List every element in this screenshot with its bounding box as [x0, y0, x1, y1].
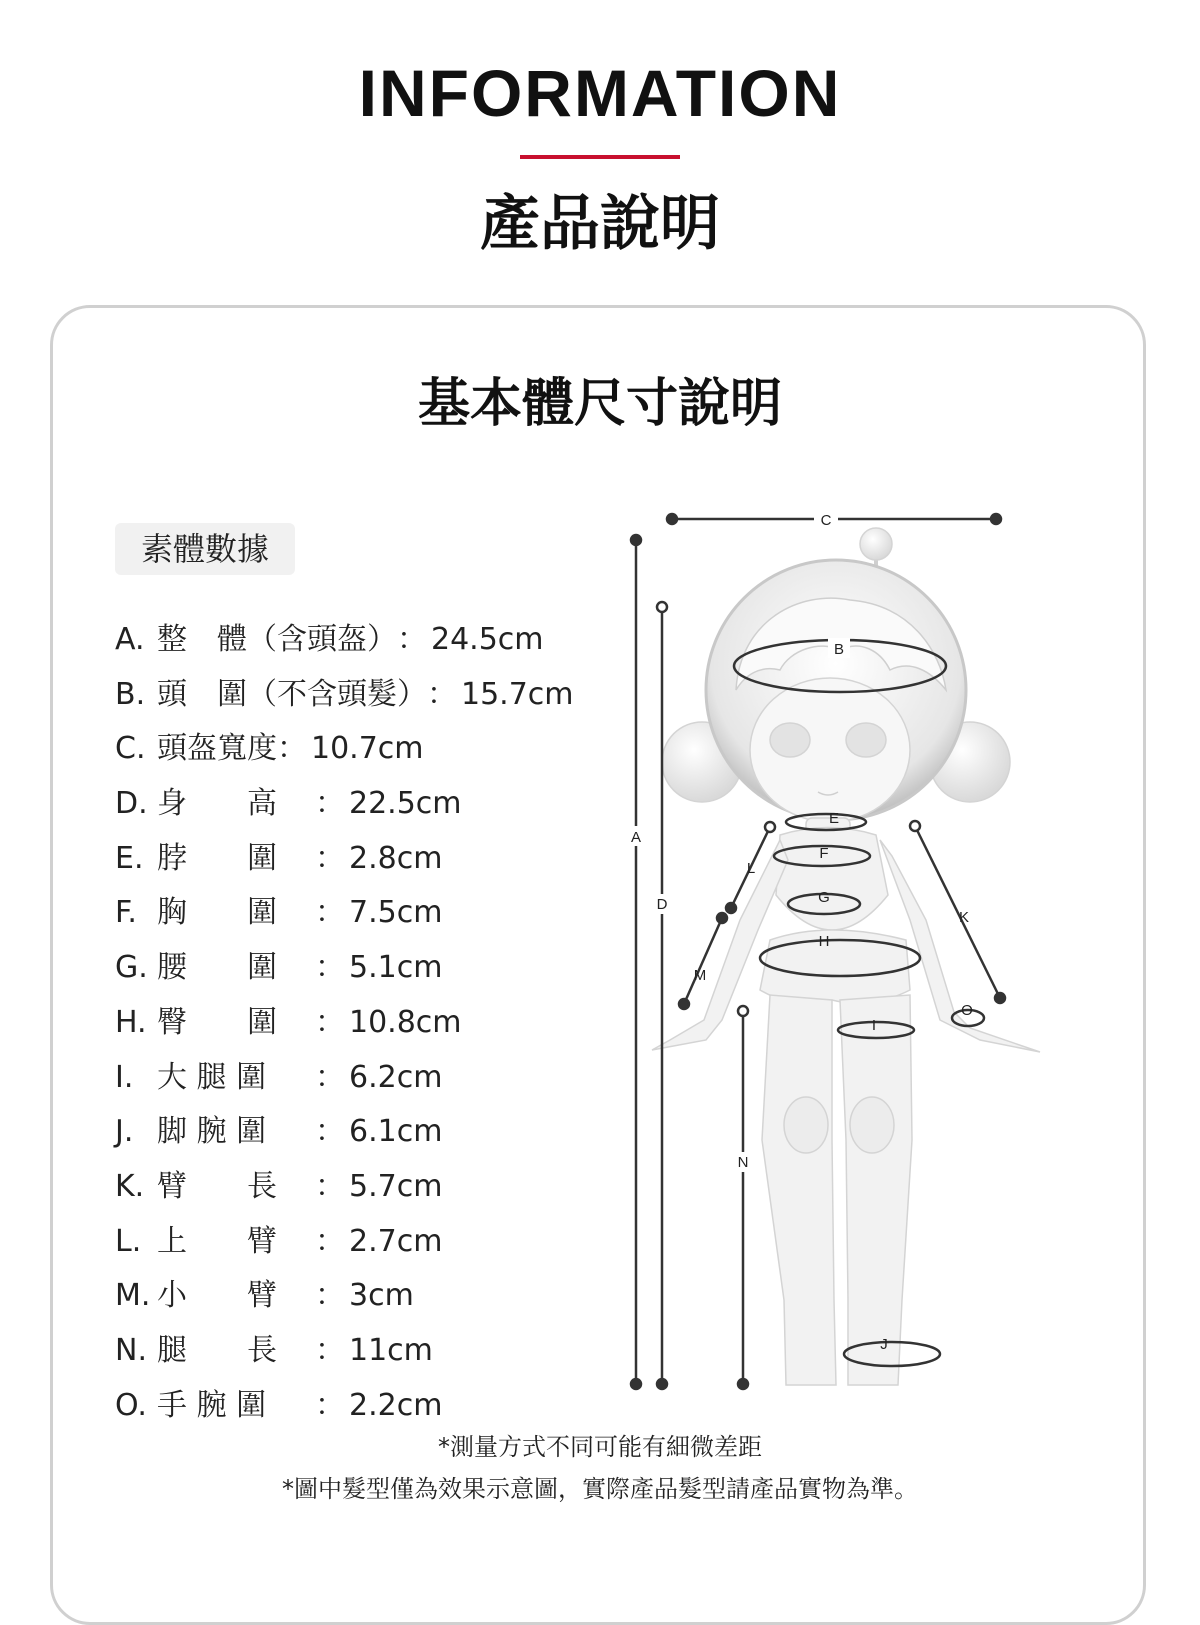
- measure-dot-m-top: [717, 913, 727, 923]
- spec-colon: ：: [315, 1004, 345, 1040]
- spec-name: 臂 長: [157, 1168, 277, 1204]
- spec-value: 10.8cm: [349, 1004, 462, 1040]
- measure-dot-l-bottom: [726, 903, 736, 913]
- spec-name: 腿 長: [157, 1332, 277, 1368]
- spec-colon: ：: [315, 1059, 345, 1095]
- spec-value: 5.7cm: [349, 1168, 443, 1204]
- label-o: O: [961, 1002, 973, 1019]
- measure-dot-a-top: [631, 535, 641, 545]
- label-j: J: [880, 1336, 888, 1353]
- label-c: C: [820, 512, 832, 529]
- label-m: M: [693, 967, 707, 984]
- page-title-en: INFORMATION: [358, 56, 842, 130]
- spec-key: C.: [115, 731, 146, 767]
- spec-colon: ：: [315, 1278, 345, 1314]
- footnote-hairstyle: *圖中髮型僅為效果示意圖，實際產品髮型請產品實物為準。: [282, 1475, 918, 1503]
- spec-row-f: [115, 886, 574, 941]
- spec-value: 6.2cm: [349, 1059, 443, 1095]
- spec-key: F.: [115, 895, 137, 931]
- spec-colon: ：: [315, 840, 345, 876]
- spec-colon: ：: [315, 1114, 345, 1150]
- spec-colon: ：: [315, 1168, 345, 1204]
- spec-row-n: [115, 1324, 574, 1379]
- measure-dot-l-top: [765, 822, 775, 832]
- spec-row-i: [115, 1051, 574, 1106]
- doll-measurement-figure: [610, 500, 1090, 1410]
- spec-value: 2.2cm: [349, 1387, 443, 1423]
- label-l: L: [746, 860, 756, 877]
- spec-value: 7.5cm: [349, 895, 443, 931]
- spec-key: N.: [115, 1332, 147, 1368]
- spec-value: 10.7cm: [311, 731, 424, 767]
- spec-row-m: [115, 1269, 574, 1324]
- measure-dot-m-bottom: [679, 999, 689, 1009]
- spec-key: D.: [115, 786, 148, 822]
- footnotes: [0, 1426, 1200, 1510]
- spec-key: E.: [115, 840, 144, 876]
- spec-key: J.: [115, 1114, 134, 1150]
- spec-value: 15.7cm: [461, 676, 574, 712]
- label-d: D: [656, 896, 668, 913]
- spec-name: 脚 腕 圍: [157, 1114, 267, 1150]
- spec-name: 身 高: [157, 786, 277, 822]
- spec-key: H.: [115, 1004, 147, 1040]
- measure-dot-c-left: [667, 514, 677, 524]
- title-divider: [520, 155, 680, 159]
- spec-name: 頭 圍（不含頭髮）: [157, 676, 427, 712]
- spec-name: 胸 圍: [157, 895, 277, 931]
- measure-dot-c-right: [991, 514, 1001, 524]
- page-title-zh: 產品說明: [480, 189, 720, 259]
- spec-name: 臀 圍: [157, 1004, 277, 1040]
- spec-value: 6.1cm: [349, 1114, 443, 1150]
- spec-row-g: [115, 941, 574, 996]
- spec-row-j: [115, 1105, 574, 1160]
- spec-row-l: [115, 1215, 574, 1270]
- label-a: A: [630, 829, 642, 846]
- label-e: E: [828, 810, 840, 827]
- spec-key: I.: [115, 1059, 134, 1095]
- spec-key: B.: [115, 676, 146, 712]
- measure-dot-a-bottom: [631, 1379, 641, 1389]
- measure-dot-d-top: [657, 602, 667, 612]
- spec-key: O.: [115, 1387, 147, 1423]
- spec-key: K.: [115, 1168, 145, 1204]
- spec-key: L.: [115, 1223, 142, 1259]
- spec-row-a: [115, 613, 574, 668]
- spec-colon: ：: [315, 786, 345, 822]
- measure-dot-n-top: [738, 1006, 748, 1016]
- spec-colon: ：: [397, 622, 427, 657]
- spec-name: 脖 圍: [157, 840, 277, 876]
- label-g: G: [818, 889, 830, 906]
- spec-value: 3cm: [349, 1278, 414, 1314]
- spec-name: 頭盔寬度: [157, 731, 277, 767]
- label-n: N: [737, 1154, 749, 1171]
- spec-key: A.: [115, 622, 145, 657]
- spec-row-e: [115, 832, 574, 887]
- label-h: H: [818, 933, 830, 950]
- measure-dot-k-bottom: [995, 993, 1005, 1003]
- spec-row-d: [115, 777, 574, 832]
- spec-name: 上 臂: [157, 1223, 277, 1259]
- measure-dot-n-bottom: [738, 1379, 748, 1389]
- spec-badge: 素體數據: [115, 523, 295, 575]
- spec-colon: ：: [315, 1223, 345, 1259]
- spec-name: 整 體（含頭盔）: [157, 622, 397, 657]
- spec-value: 2.7cm: [349, 1223, 443, 1259]
- spec-colon: ：: [277, 731, 307, 767]
- footnote-measurement: *測量方式不同可能有細微差距: [438, 1433, 762, 1461]
- spec-row-k: [115, 1160, 574, 1215]
- spec-value: 24.5cm: [431, 622, 544, 657]
- spec-key: G.: [115, 950, 148, 986]
- spec-value: 5.1cm: [349, 950, 443, 986]
- spec-name: 小 臂: [157, 1278, 277, 1314]
- spec-row-h: [115, 996, 574, 1051]
- spec-key: M.: [115, 1278, 151, 1314]
- spec-value: 11cm: [349, 1332, 433, 1368]
- measure-dot-d-bottom: [657, 1379, 667, 1389]
- card-title: 基本體尺寸說明: [417, 374, 782, 434]
- spec-name: 手 腕 圍: [157, 1387, 267, 1423]
- label-b: B: [833, 641, 845, 658]
- spec-name: 大 腿 圍: [157, 1059, 267, 1095]
- spec-value: 22.5cm: [349, 786, 462, 822]
- spec-colon: ：: [315, 895, 345, 931]
- spec-colon: ：: [315, 1332, 345, 1368]
- spec-colon: ：: [315, 1387, 345, 1423]
- label-k: K: [958, 909, 970, 926]
- spec-row-c: [115, 722, 574, 777]
- spec-list: [115, 613, 574, 1433]
- label-i: I: [871, 1017, 877, 1034]
- spec-name: 腰 圍: [157, 950, 277, 986]
- spec-colon: ：: [315, 950, 345, 986]
- spec-row-b: [115, 668, 574, 723]
- spec-value: 2.8cm: [349, 840, 443, 876]
- label-f: F: [819, 845, 829, 862]
- spec-colon: ：: [427, 676, 457, 712]
- measure-dot-k-top: [910, 821, 920, 831]
